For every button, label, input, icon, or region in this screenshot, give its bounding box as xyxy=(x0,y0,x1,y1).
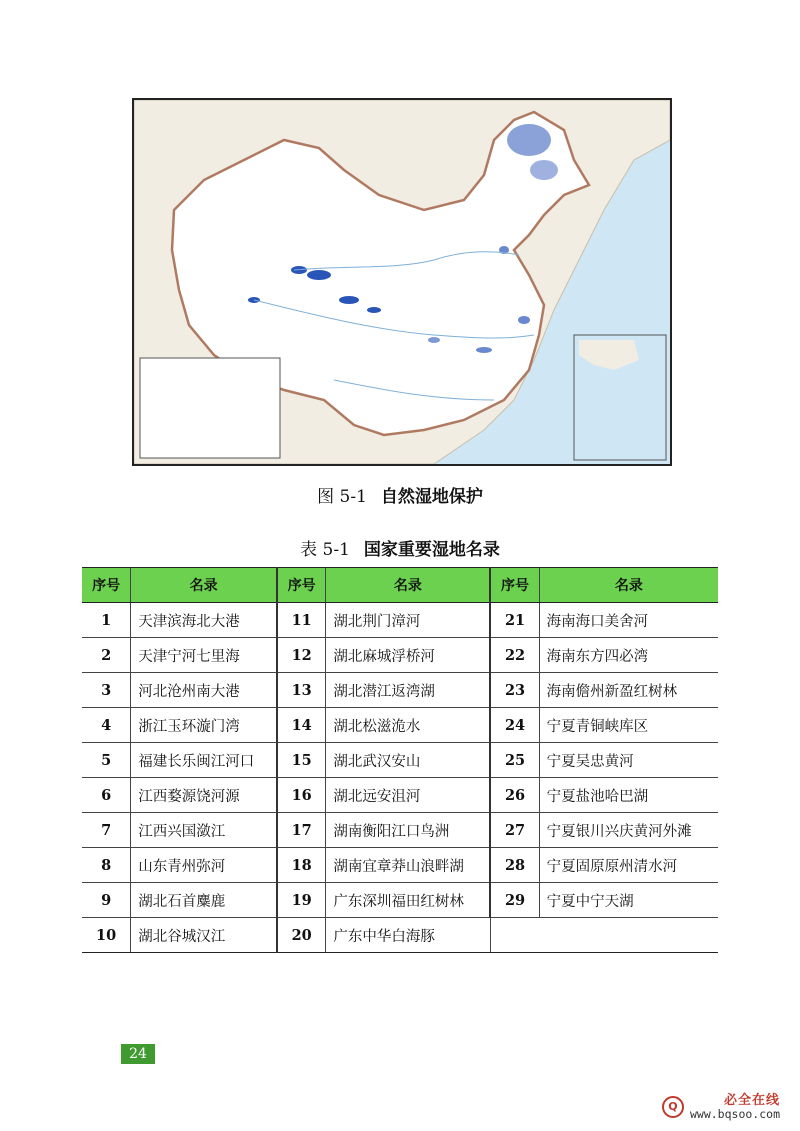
wetland-name-cell: 湖北谷城汉江 xyxy=(131,918,277,953)
row-number-cell: 16 xyxy=(277,778,326,813)
table-row xyxy=(82,743,718,778)
wetland-name-cell: 浙江玉环漩门湾 xyxy=(131,708,277,743)
row-number-cell: 5 xyxy=(82,743,131,778)
header-no: 序号 xyxy=(82,568,131,603)
wetland-name-cell: 海南儋州新盈红树林 xyxy=(539,673,718,708)
table-number: 表 5-1 xyxy=(300,540,350,560)
row-number-cell: 19 xyxy=(277,883,326,918)
table-body xyxy=(82,603,718,953)
wetland-map xyxy=(132,98,672,466)
row-number-cell: 1 xyxy=(82,603,131,638)
header-name: 名录 xyxy=(539,568,718,603)
row-number-cell: 22 xyxy=(490,638,539,673)
wetland-name-cell: 广东深圳福田红树林 xyxy=(326,883,491,918)
wetland-name-cell: 山东青州弥河 xyxy=(131,848,277,883)
wetland-name-cell: 宁夏固原原州清水河 xyxy=(539,848,718,883)
row-number-cell: 14 xyxy=(277,708,326,743)
wetland-name-cell: 天津宁河七里海 xyxy=(131,638,277,673)
wetland-name-cell: 湖北远安沮河 xyxy=(326,778,491,813)
row-number-cell: 4 xyxy=(82,708,131,743)
table-row xyxy=(82,813,718,848)
row-number-cell: 8 xyxy=(82,848,131,883)
watermark-name: 必全在线 xyxy=(723,1093,780,1108)
wetland-name-cell: 湖北石首麋鹿 xyxy=(131,883,277,918)
watermark-text xyxy=(690,1094,780,1120)
table-row xyxy=(82,918,718,953)
table-caption xyxy=(0,535,800,560)
row-number-cell: 27 xyxy=(490,813,539,848)
wetland-name-cell: 天津滨海北大港 xyxy=(131,603,277,638)
wetland-name-cell: 湖南宜章莽山浪畔湖 xyxy=(326,848,491,883)
row-number-cell: 7 xyxy=(82,813,131,848)
row-number-cell: 17 xyxy=(277,813,326,848)
row-number-cell: 11 xyxy=(277,603,326,638)
table-row xyxy=(82,778,718,813)
table-title: 国家重要湿地名录 xyxy=(363,540,500,560)
header-name: 名录 xyxy=(326,568,491,603)
table-row xyxy=(82,883,718,918)
watermark xyxy=(662,1094,780,1120)
figure-number: 图 5-1 xyxy=(317,487,367,507)
wetland-name-cell: 湖南衡阳江口鸟洲 xyxy=(326,813,491,848)
header-no: 序号 xyxy=(277,568,326,603)
wetland-name-cell: 宁夏吴忠黄河 xyxy=(539,743,718,778)
wetland-name-cell: 宁夏盐池哈巴湖 xyxy=(539,778,718,813)
wetland-name-cell: 湖北潜江返湾湖 xyxy=(326,673,491,708)
bqsoo-logo-icon: Q xyxy=(662,1096,684,1118)
wetland-list-table xyxy=(82,567,718,953)
wetland-name-cell: 广东中华白海豚 xyxy=(326,918,491,953)
table-row xyxy=(82,638,718,673)
row-number-cell: 29 xyxy=(490,883,539,918)
header-no: 序号 xyxy=(490,568,539,603)
figure-caption xyxy=(0,482,800,507)
wetland-name-cell: 宁夏中宁天湖 xyxy=(539,883,718,918)
row-number-cell: 20 xyxy=(277,918,326,953)
row-number-cell: 10 xyxy=(82,918,131,953)
wetland-name-cell xyxy=(539,918,718,953)
wetland-name-cell: 江西婺源饶河源 xyxy=(131,778,277,813)
wetland-name-cell: 福建长乐闽江河口 xyxy=(131,743,277,778)
row-number-cell: 2 xyxy=(82,638,131,673)
map-svg xyxy=(134,100,670,464)
wetland-name-cell: 海南海口美舍河 xyxy=(539,603,718,638)
table-row xyxy=(82,673,718,708)
header-name: 名录 xyxy=(131,568,277,603)
row-number-cell: 15 xyxy=(277,743,326,778)
wetland-name-cell: 湖北麻城浮桥河 xyxy=(326,638,491,673)
row-number-cell: 3 xyxy=(82,673,131,708)
page-number: 24 xyxy=(121,1044,155,1064)
row-number-cell: 25 xyxy=(490,743,539,778)
row-number-cell: 23 xyxy=(490,673,539,708)
table-row xyxy=(82,603,718,638)
figure-title: 自然湿地保护 xyxy=(380,487,483,507)
wetland-name-cell: 湖北武汉安山 xyxy=(326,743,491,778)
table-row xyxy=(82,848,718,883)
wetland-name-cell: 宁夏青铜峡库区 xyxy=(539,708,718,743)
wetland-name-cell: 宁夏银川兴庆黄河外滩 xyxy=(539,813,718,848)
row-number-cell: 26 xyxy=(490,778,539,813)
row-number-cell: 13 xyxy=(277,673,326,708)
row-number-cell xyxy=(490,918,539,953)
watermark-url: www.bqsoo.com xyxy=(689,1106,780,1121)
row-number-cell: 9 xyxy=(82,883,131,918)
wetland-name-cell: 海南东方四必湾 xyxy=(539,638,718,673)
wetland-name-cell: 湖北荆门漳河 xyxy=(326,603,491,638)
row-number-cell: 18 xyxy=(277,848,326,883)
row-number-cell: 24 xyxy=(490,708,539,743)
row-number-cell: 21 xyxy=(490,603,539,638)
table-row xyxy=(82,708,718,743)
row-number-cell: 6 xyxy=(82,778,131,813)
row-number-cell: 28 xyxy=(490,848,539,883)
wetland-name-cell: 河北沧州南大港 xyxy=(131,673,277,708)
row-number-cell: 12 xyxy=(277,638,326,673)
wetland-name-cell: 江西兴国潋江 xyxy=(131,813,277,848)
table-header-row xyxy=(82,568,718,603)
wetland-name-cell: 湖北松滋洈水 xyxy=(326,708,491,743)
map-legend xyxy=(140,358,280,458)
